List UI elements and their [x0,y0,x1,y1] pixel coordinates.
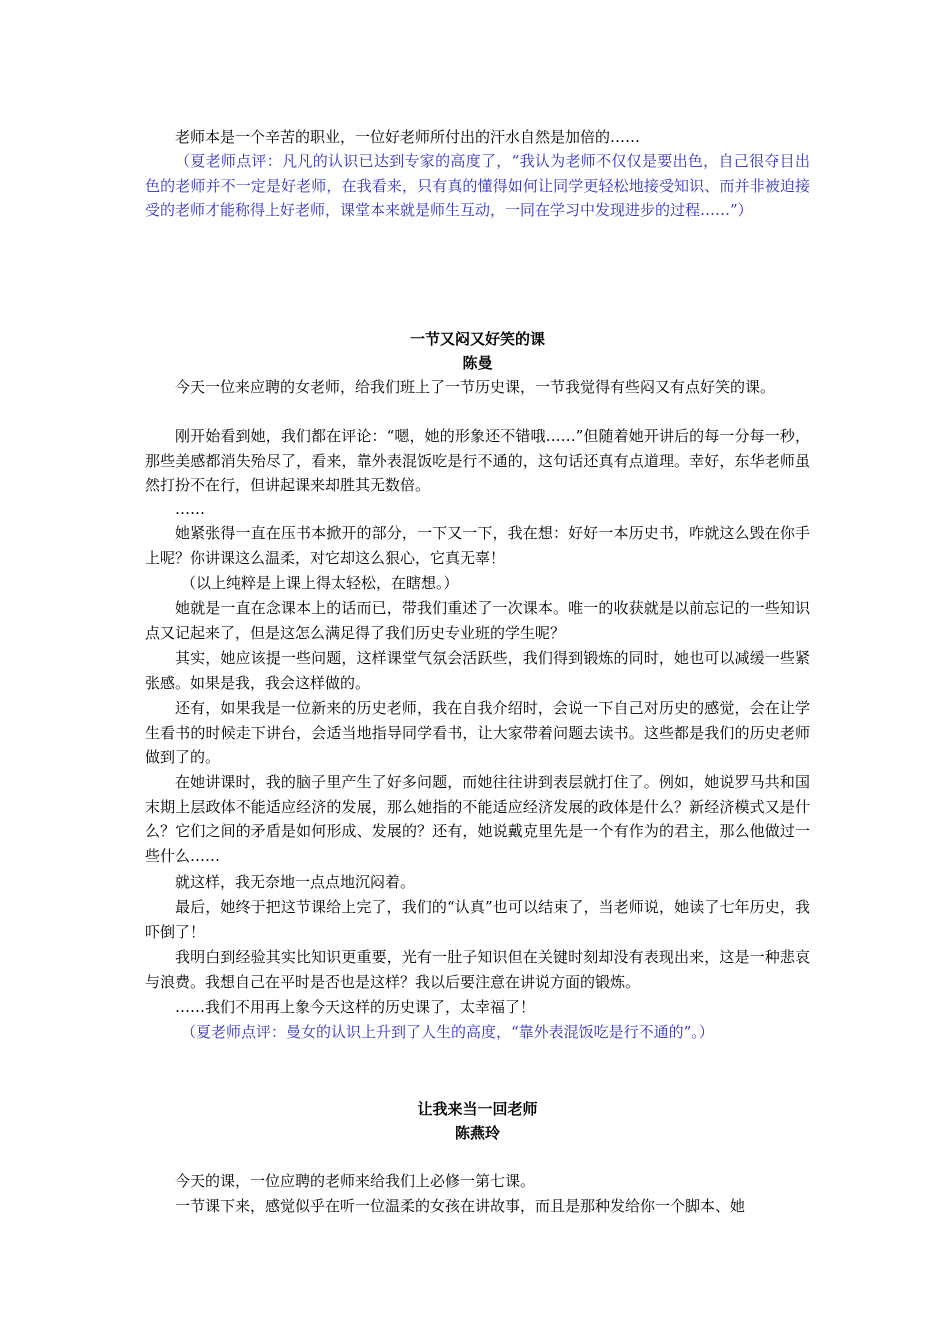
paragraph: 其实，她应该提一些问题，这样课堂气氛会活跃些，我们得到锻炼的同时，她也可以减缓一些紧张感。如果是我，我会这样做的。 [145,649,810,692]
paragraph: 她就是一直在念课本上的话而已，带我们重述了一次课本。唯一的收获就是以前忘记的一些知识点又记起来了，但是这怎么满足得了我们历史专业班的学生呢？ [145,599,810,642]
paragraph: 老师本是一个辛苦的职业，一位好老师所付出的汗水自然是加倍的…… [175,128,641,146]
paragraph: 就这样，我无奈地一点点地沉闷着。 [175,873,416,891]
paragraph: 最后，她终于把这节课给上完了，我们的“认真”也可以结束了，当老师说，她读了七年历史，我吓倒了！ [145,898,810,941]
paragraph: 她紧张得一直在压书本掀开的部分，一下又一下，我在想：好好一本历史书，咋就这么毁在你手上呢？你讲课这么温柔，对它却这么狠心，它真无辜！ [145,524,810,567]
teacher-comment: （夏老师点评：曼女的认识上升到了人生的高度，“靠外表混饭吃是行不通的”。） [181,1023,714,1041]
paragraph: 一节课下来，感觉似乎在听一位温柔的女孩在讲故事，而且是那种发给你一个脚本、她 [175,1197,746,1215]
article-author: 陈曼 [462,354,493,372]
paragraph: 今天的课，一位应聘的老师来给我们上必修一第七课。 [175,1172,536,1190]
paragraph: 今天一位来应聘的女老师，给我们班上了一节历史课，一节我觉得有些闷又有点好笑的课。 [175,378,776,396]
teacher-comment: （夏老师点评：凡凡的认识已达到专家的高度了，“我认为老师不仅仅是要出色，自己很夺目出色的老师并不一定是好老师，在我看来，只有真的懂得如何让同学更轻松地接受知识、而并非被迫接受的老师才能称得上好老师，课堂本来就是师生互动，一同在学习中发现进步的过程……”） [145,152,810,219]
article-title: 一节又闷又好笑的课 [409,330,545,348]
paragraph: 在她讲课时，我的脑子里产生了好多问题，而她往往讲到表层就打住了。例如，她说罗马共和国末期上层政体不能适应经济的发展，那么她指的不能适应经济发展的政体是什么？新经济模式又是什么？它们之间的矛盾是如何形成、发展的？还有，她说戴克里先是一个有作为的君主，那么他做过一些什么…… [145,773,810,865]
paragraph: 刚开始看到她，我们都在评论：“嗯，她的形象还不错哦……”但随着她开讲后的每一分每一秒，那些美感都消失殆尽了，看来，靠外表混饭吃是行不通的，这句话还真有点道理。幸好，东华老师虽然打扮不在行，但讲起课来却胜其无数倍。 [145,427,810,494]
paragraph-aside: （以上纯粹是上课上得太轻松，在瞎想。） [181,574,459,592]
paragraph: 还有，如果我是一位新来的历史老师，我在自我介绍时，会说一下自己对历史的感觉，会在让学生看书的时候走下讲台，会适当地指导同学看书，让大家带着问题去读书。这些都是我们的历史老师做到了的。 [145,699,810,766]
paragraph-ellipsis: …… [175,500,205,518]
article-author: 陈燕玲 [454,1124,500,1142]
paragraph: ……我们不用再上象今天这样的历史课了，太幸福了！ [175,998,536,1016]
paragraph: 我明白到经验其实比知识更重要，光有一肚子知识但在关键时刻却没有表现出来，这是一种悲哀与浪费。我想自己在平时是否也是这样？我以后要注意在讲说方面的锻炼。 [145,948,810,991]
article-title: 让我来当一回老师 [417,1100,538,1118]
